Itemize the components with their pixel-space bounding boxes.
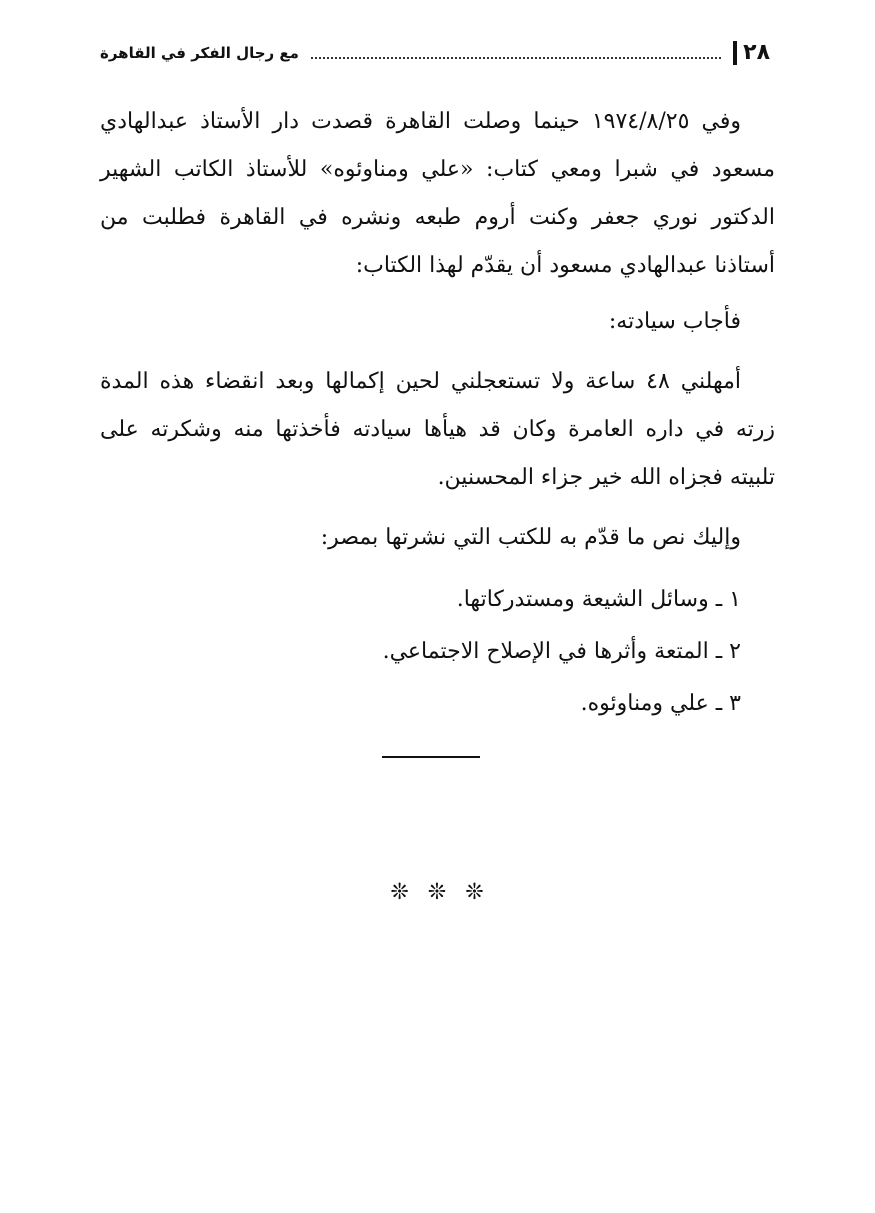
- running-title: مع رجال الفكر في القاهرة: [100, 44, 299, 62]
- section-divider: [382, 756, 480, 758]
- paragraph-list-intro: وإليك نص ما قدّم به للكتب التي نشرتها بمصر:: [320, 525, 741, 550]
- page-header: [100, 36, 770, 70]
- ornament-asterisks: ❊ ❊ ❊: [390, 880, 490, 905]
- paragraph-intro: وفي ١٩٧٤/٨/٢٥ حينما وصلت القاهرة قصدت دار الأستاذ عبدالهادي مسعود في شبرا ومعي كتاب: «علي ومناوئوه» للأستاذ الكاتب الشهير الدكتور نوري جعفر وكنت أروم طبعه ونشره في القاهرة فطلبت من أستاذنا عبدالهادي مسعود أن يقدّم لهذا الكتاب:: [100, 109, 775, 278]
- main-text: [100, 98, 775, 730]
- books-list: [100, 574, 775, 730]
- paragraph-quote: أمهلني ٤٨ ساعة ولا تستعجلني لحين إكمالها وبعد انقضاء هذه المدة زرته في داره العامرة وكان قد هيأها سيادته فأخذتها منه وشكرته على تلبيته فجزاه الله خير جزاء المحسنين.: [100, 369, 775, 490]
- list-item: ٢ ـ المتعة وأثرها في الإصلاح الاجتماعي.: [382, 639, 741, 664]
- list-item: ١ ـ وسائل الشيعة ومستدركاتها.: [456, 587, 741, 612]
- page-number: ٢٨: [733, 41, 770, 65]
- header-dot-leader: [311, 57, 721, 59]
- list-item: ٣ ـ علي ومناوئوه.: [580, 691, 741, 716]
- paragraph-reply: فأجاب سيادته:: [608, 309, 741, 334]
